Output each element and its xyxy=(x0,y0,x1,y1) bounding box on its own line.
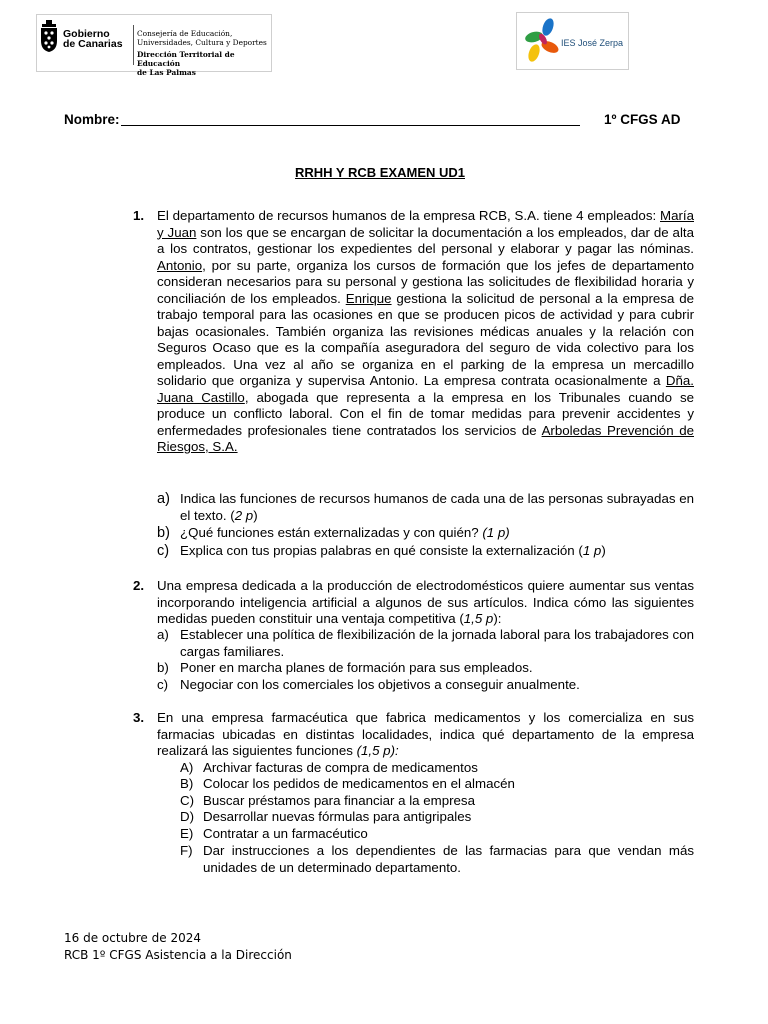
exam-title: RRHH Y RCB EXAMEN UD1 xyxy=(295,165,465,180)
footer-course: RCB 1º CFGS Asistencia a la Dirección xyxy=(64,947,292,962)
question-number: 1. xyxy=(133,208,145,223)
course-label: 1º CFGS AD xyxy=(604,112,681,127)
question-2c: c) Negociar con los comerciales los objetivos a conseguir anualmente. xyxy=(157,677,580,692)
question-2-text: Una empresa dedicada a la producción de electrodomésticos quiere aumentar sus ventas incorporando inteligencia artificial a algunos de sus artículos. Indica cómo las siguientes medidas pueden constituir una ventaja competitiva (1,5 p): xyxy=(157,578,694,626)
ies-jose-zerpa-logo xyxy=(516,12,629,70)
question-3-item: D) Desarrollar nuevas fórmulas para antigripales xyxy=(180,809,472,824)
gobierno-canarias-logo xyxy=(36,14,272,77)
question-1-text: El departamento de recursos humanos de la empresa RCB, S.A. tiene 4 empleados: María y Juan son los que se encargan de solicitar la documentación a los empleados, dar de alta a los contratos, gestionar los expedientes del personal y elaborar y pagar las nóminas. Antonio, por su parte, organiza los cursos de formación que los jefes de departamento consideran necesarios para su personal y gestiona las solicitudes de flexibilidad horaria y conciliación de los empleados. Enrique gestiona la solicitud de personal a la empresa de trabajo temporal para las ocasiones en que se producen picos de actividad y para cubrir bajas ocasionales. También organiza las revisiones médicas anuales y la relación con Seguros Ocaso que es la compañía aseguradora del seguro de vida colectivo para los empleados. Una vez al año se organiza en el parking de la empresa un mercadillo solidario que organiza y supervisa Antonio. La empresa contrata ocasionalmente a Dña. Juana Castillo, abogada que representa a la empresa en los Tribunales cuando se produce un conflicto laboral. Con el fin de tomar medidas para prevenir accidentes y enfermedades profesionales tiene contratados los servicios de Arboledas Prevención de Riesgos, S.A. xyxy=(157,208,694,454)
question-number: 3. xyxy=(133,710,145,725)
gobierno-brand: Gobierno de Canarias xyxy=(63,28,123,50)
question-1a: a) Indica las funciones de recursos humanos de cada una de las personas subrayadas en el texto. (2 p) xyxy=(157,491,694,523)
question-3-item: A) Archivar facturas de compra de medicamentos xyxy=(180,760,478,775)
question-2a: a) Establecer una política de flexibilización de la jornada laboral para los trabajadores con cargas familiares. xyxy=(157,627,694,659)
coat-of-arms-icon xyxy=(39,19,59,53)
question-3-item: F) Dar instrucciones a los dependientes de las farmacias para que vendan más unidades de un determinado departamento. xyxy=(180,843,694,875)
question-number: 2. xyxy=(133,578,145,593)
question-1c: c) Explica con tus propias palabras en qué consiste la externalización (1 p) xyxy=(157,543,606,559)
question-1b: b) ¿Qué funciones están externalizadas y con quién? (1 p) xyxy=(157,525,510,541)
question-3-item: B) Colocar los pedidos de medicamentos en el almacén xyxy=(180,776,515,791)
name-label: Nombre: xyxy=(64,112,120,127)
question-3-item: C) Buscar préstamos para financiar a la empresa xyxy=(180,793,475,808)
page-footer xyxy=(64,930,292,963)
consejeria-text: Consejería de Educación, Universidades, Cultura y Deportes Dirección Territorial de Educación de Las Palmas xyxy=(137,29,267,77)
ies-name: IES José Zerpa xyxy=(561,38,624,48)
name-blank-line xyxy=(121,125,580,126)
question-3-text: En una empresa farmacéutica que fabrica medicamentos y los comercializa en sus farmacias ubicadas en distintas localidades, indica qué departamento de la empresa realizará las siguientes funciones (1,5 p): xyxy=(157,710,694,758)
question-2b: b) Poner en marcha planes de formación para sus empleados. xyxy=(157,660,533,675)
question-3-item: E) Contratar a un farmacéutico xyxy=(180,826,368,841)
ies-leaf-icon xyxy=(520,17,562,67)
footer-date: 16 de octubre de 2024 xyxy=(64,931,201,945)
